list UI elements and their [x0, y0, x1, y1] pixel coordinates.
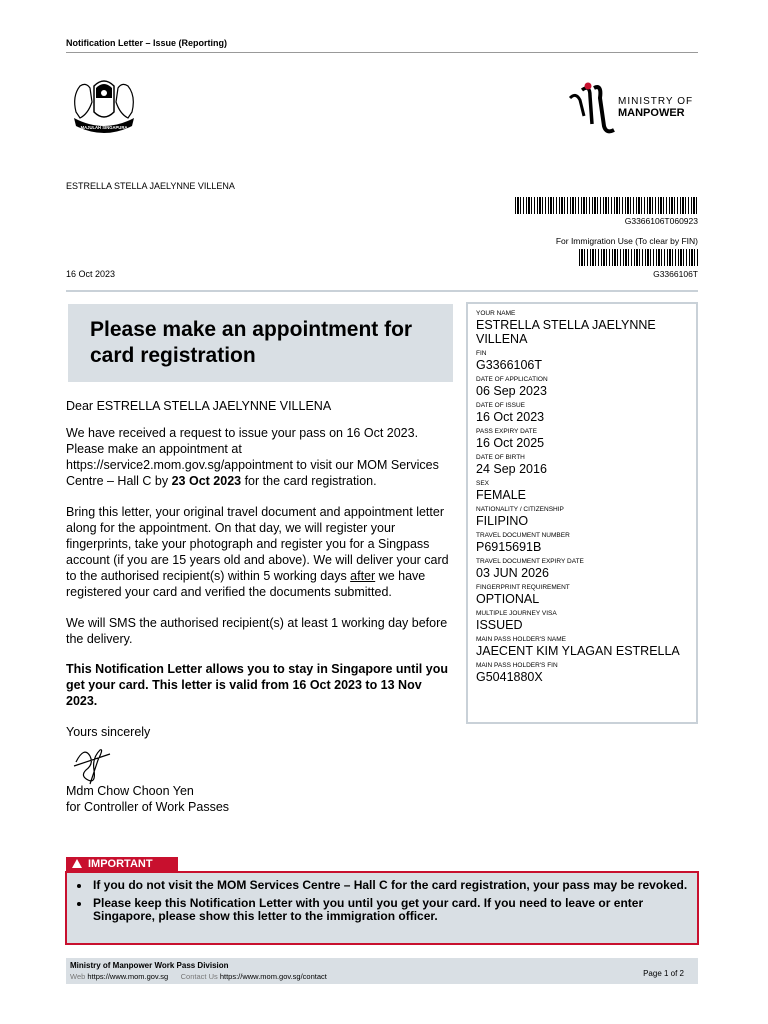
detail-label: TRAVEL DOCUMENT NUMBER [476, 532, 570, 539]
requirements-text-a: Bring this letter, your original travel document and appointment letter along for the appointment. On that day, we will register your fingerprints, take your photograph and register you for a Singpass account (if you are 15 years old and above). We will deliver your card to the authorised recipient(s) within 5 working days [66, 505, 449, 583]
barcode-application [515, 197, 698, 214]
detail-label: DATE OF ISSUE [476, 402, 525, 409]
ministry-of-manpower-logo [566, 80, 700, 140]
detail-value: FILIPINO [476, 514, 529, 528]
detail-label: MAIN PASS HOLDER'S FIN [476, 662, 558, 669]
pass-details-panel [466, 302, 698, 724]
greeting [66, 398, 456, 414]
sms-text: We will SMS the authorised recipient(s) at least 1 working day before the delivery. [66, 616, 448, 646]
contact-link[interactable]: https://www.mom.gov.sg/contact [219, 972, 327, 981]
detail-label: MULTIPLE JOURNEY VISA [476, 610, 557, 617]
detail-value: 16 Oct 2023 [476, 410, 545, 424]
detail-value: G3366106T [476, 358, 543, 372]
signatory-name: Mdm Chow Choon Yen [66, 784, 194, 798]
detail-field [476, 584, 696, 606]
immigration-use-note: For Immigration Use (To clear by FIN) [555, 236, 698, 246]
detail-value: ESTRELLA STELLA JAELYNNE VILLENA [476, 318, 656, 346]
page-footer [66, 958, 698, 984]
validity-text: This Notification Letter allows you to stay in Singapore until you get your card. This letter is valid from 16 Oct 2023 to 13 Nov 2023. [66, 662, 448, 708]
header-divider [66, 52, 698, 53]
detail-field [476, 310, 696, 346]
paragraph-sms [66, 615, 456, 647]
barcode-application-text: G3366106T060923 [624, 216, 698, 226]
greeting-text: Dear ESTRELLA STELLA JAELYNNE VILLENA [66, 399, 332, 413]
important-item: • If you do not visit the MOM Services Centre – Hall C for the card registration, your pass may be revoked. [91, 879, 697, 893]
closing-text: Yours sincerely [66, 725, 151, 739]
detail-field [476, 636, 696, 658]
barcode-fin-text: G3366106T [653, 269, 698, 279]
detail-label: YOUR NAME [476, 310, 516, 317]
section-divider [66, 290, 698, 292]
page-number: Page 1 of 2 [643, 969, 684, 978]
detail-label: PASS EXPIRY DATE [476, 428, 537, 435]
detail-value: ISSUED [476, 618, 523, 632]
page-title: Please make an appointment for card registration [90, 318, 413, 367]
detail-value: 24 Sep 2016 [476, 462, 547, 476]
signature-image [70, 740, 130, 786]
detail-field [476, 610, 696, 632]
detail-value: FEMALE [476, 488, 527, 502]
detail-field [476, 350, 696, 372]
detail-value: P6915691B [476, 540, 542, 554]
important-item: • Please keep this Notification Letter with you until you get your card. If you need to leave or enter Singapore, please show this letter to the immigration officer. [91, 897, 697, 924]
paragraph-validity [66, 661, 456, 709]
appointment-text-a: We have received a request to issue your pass on 16 Oct 2023. Please make an appointment at https://service2.mom.gov.sg/appointment to visit our MOM Services Centre – Hall C by [66, 426, 439, 488]
title-banner [68, 304, 453, 382]
detail-value: 16 Oct 2025 [476, 436, 545, 450]
detail-field [476, 376, 696, 398]
detail-label: SEX [476, 480, 490, 487]
detail-value: G5041880X [476, 670, 543, 684]
detail-field [476, 558, 696, 580]
requirements-text-c: we have registered your card and verified the documents submitted. [66, 569, 426, 599]
detail-field [476, 532, 696, 554]
ministry-line2: MANPOWER [618, 107, 685, 119]
detail-field [476, 402, 696, 424]
barcode-fin [579, 249, 698, 266]
detail-field [476, 506, 696, 528]
important-tab [66, 857, 178, 871]
appointment-text-c: for the card registration. [241, 474, 377, 488]
ministry-line1: MINISTRY OF [618, 96, 694, 107]
requirements-after: after [350, 569, 376, 583]
singapore-crest-logo [66, 72, 142, 140]
crest-motto: MAJULAH SINGAPURA [80, 125, 128, 130]
footer-links [70, 972, 327, 981]
document-type-heading: Notification Letter – Issue (Reporting) [66, 38, 228, 48]
web-label: Web [70, 972, 86, 981]
important-notice-box [65, 871, 699, 945]
detail-label: NATIONALITY / CITIZENSHIP [476, 506, 564, 513]
footer-division: Ministry of Manpower Work Pass Division [70, 961, 229, 970]
web-link[interactable]: https://www.mom.gov.sg [87, 972, 169, 981]
detail-label: MAIN PASS HOLDER'S NAME [476, 636, 566, 643]
important-heading: IMPORTANT [88, 858, 153, 870]
paragraph-appointment [66, 425, 456, 489]
signatory-block [66, 783, 456, 815]
contact-label: Contact Us [180, 972, 218, 981]
detail-value: 06 Sep 2023 [476, 384, 547, 398]
appointment-deadline: 23 Oct 2023 [171, 474, 242, 488]
detail-value: 03 JUN 2026 [476, 566, 549, 580]
closing [66, 724, 456, 740]
detail-value: OPTIONAL [476, 592, 540, 606]
detail-label: DATE OF BIRTH [476, 454, 525, 461]
warning-icon [72, 859, 82, 868]
addressee-name: ESTRELLA STELLA JAELYNNE VILLENA [66, 181, 235, 191]
paragraph-requirements [66, 504, 456, 600]
detail-field [476, 480, 696, 502]
letter-date: 16 Oct 2023 [66, 269, 116, 279]
detail-value: JAECENT KIM YLAGAN ESTRELLA [476, 644, 680, 658]
detail-field [476, 454, 696, 476]
detail-field [476, 428, 696, 450]
detail-label: FIN [476, 350, 487, 357]
detail-label: FINGERPRINT REQUIREMENT [476, 584, 570, 591]
detail-field [476, 662, 696, 684]
detail-label: DATE OF APPLICATION [476, 376, 548, 383]
detail-label: TRAVEL DOCUMENT EXPIRY DATE [476, 558, 584, 565]
signatory-role: for Controller of Work Passes [66, 800, 230, 814]
